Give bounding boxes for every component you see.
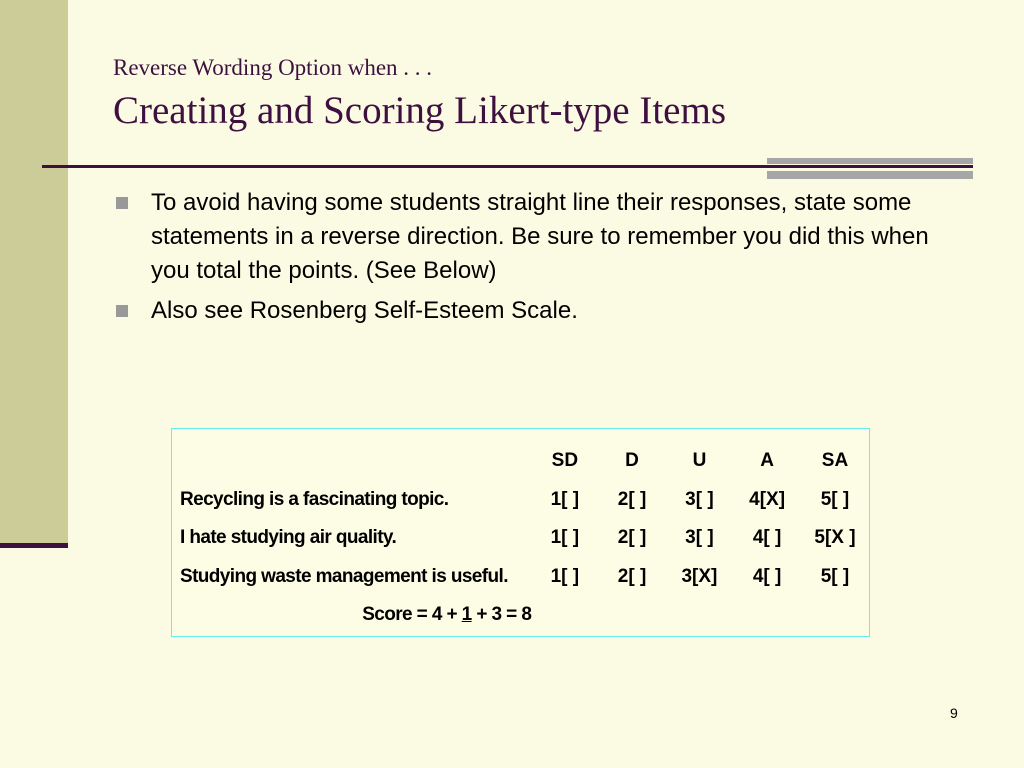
score-text <box>180 596 531 635</box>
likert-row <box>180 481 869 520</box>
bullet-item <box>113 294 943 328</box>
header-a: A <box>760 450 774 472</box>
likert-option: 1[ ] <box>550 527 580 549</box>
page-number: 9 <box>950 705 958 721</box>
likert-example-box <box>171 428 870 637</box>
score-spacer <box>531 596 869 635</box>
bullet-item <box>113 186 943 288</box>
likert-option: 3[ ] <box>685 488 714 510</box>
square-bullet-icon <box>116 305 128 317</box>
score-suffix: + 3 = 8 <box>471 604 532 626</box>
header-d: D <box>625 450 639 472</box>
likert-score-row <box>180 596 869 635</box>
header-sd: SD <box>551 450 579 472</box>
bullet-list <box>113 186 943 334</box>
likert-option: 5[ ] <box>820 565 850 587</box>
likert-row <box>180 558 869 597</box>
corner-decor-bar-bottom <box>767 171 973 179</box>
likert-option: 1[ ] <box>550 565 580 587</box>
likert-option: 4[ ] <box>752 565 782 587</box>
title-divider <box>42 165 973 168</box>
likert-option: 4[X] <box>749 488 786 510</box>
likert-table <box>180 442 869 635</box>
likert-row <box>180 519 869 558</box>
likert-option: 2[ ] <box>617 565 647 587</box>
likert-option: 3[ ] <box>685 527 714 549</box>
header-sa: SA <box>821 450 849 472</box>
slide-subtitle: Reverse Wording Option when . . . <box>113 55 433 80</box>
score-reversed-value: 1 <box>461 604 472 626</box>
left-decorative-band <box>0 0 68 546</box>
header-spacer <box>180 442 531 481</box>
left-band-accent-line <box>0 543 68 548</box>
likert-option: 4[ ] <box>752 527 782 549</box>
likert-statement: I hate studying air quality. <box>180 527 397 549</box>
likert-option: 1[ ] <box>550 488 580 510</box>
bullet-text: To avoid having some students straight line their responses, state some statements in a reverse direction. Be sure to remember you did this when you total the points. (See Below) <box>151 189 929 284</box>
header-u: U <box>692 450 707 472</box>
likert-statement: Recycling is a fascinating topic. <box>180 488 449 510</box>
slide-title: Creating and Scoring Likert-type Items <box>113 89 726 132</box>
corner-decor-bar-top <box>767 158 973 164</box>
likert-header-row <box>180 442 869 481</box>
likert-option: 2[ ] <box>617 527 647 549</box>
likert-option: 2[ ] <box>617 488 647 510</box>
likert-option: 5[X ] <box>814 527 856 549</box>
likert-option: 3[X] <box>681 565 718 587</box>
square-bullet-icon <box>116 197 128 209</box>
likert-option: 5[ ] <box>820 488 850 510</box>
score-prefix: Score = 4 + <box>362 604 462 626</box>
bullet-text: Also see Rosenberg Self-Esteem Scale. <box>151 297 578 324</box>
likert-statement: Studying waste management is useful. <box>180 565 508 587</box>
